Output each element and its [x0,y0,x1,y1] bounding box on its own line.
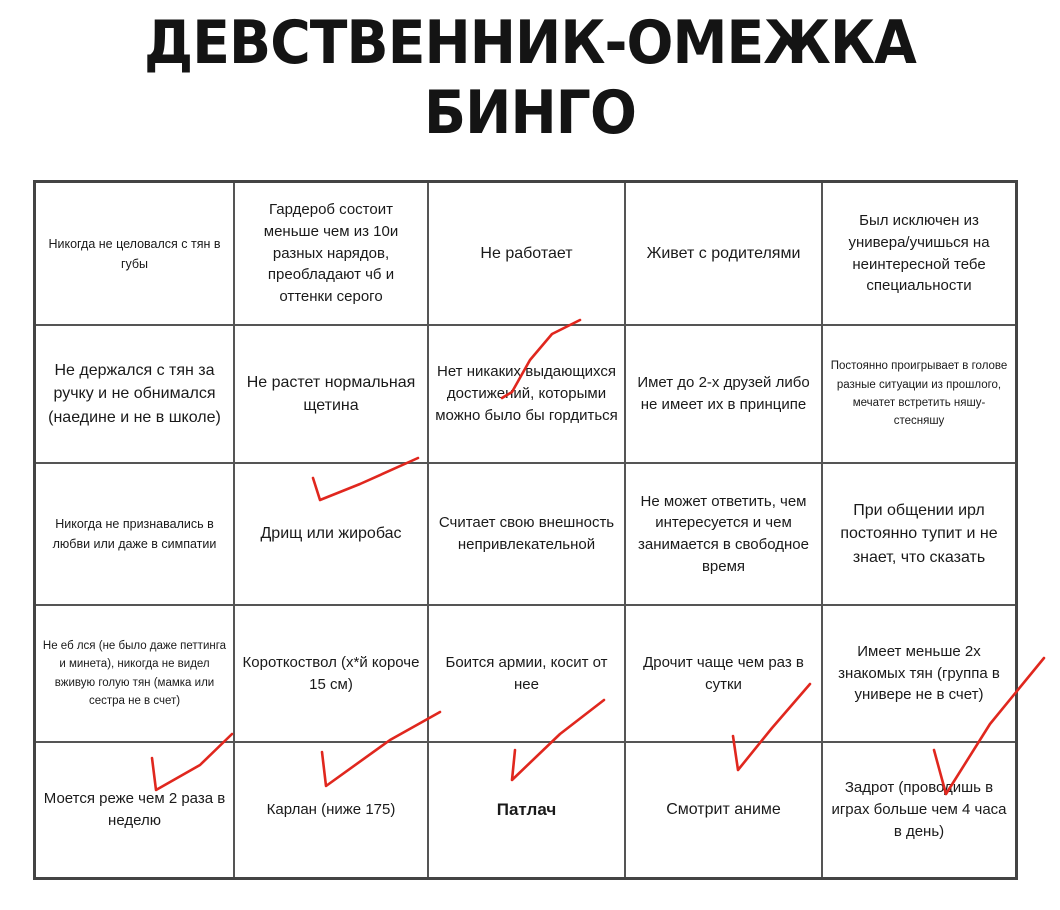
bingo-cell[interactable]: Живет с родителями [626,183,823,326]
bingo-cell[interactable]: При общении ирл постоянно тупит и не знает, что сказать [823,464,1015,606]
bingo-cell[interactable]: Дрочит чаще чем раз в сутки [626,606,823,743]
bingo-cell[interactable]: Был исключен из универа/учишься на неинтересной тебе специальности [823,183,1015,326]
page-title: ДЕВСТВЕННИК-ОМЕЖКА БИНГО [144,8,916,148]
bingo-cell[interactable]: Имеет меньше 2х знакомых тян (группа в универе не в счет) [823,606,1015,743]
bingo-cell[interactable]: Задрот (проводишь в играх больше чем 4 часа в день) [831,779,1007,840]
bingo-cell[interactable]: Никогда не признавались в любви или даже в симпатии [36,464,235,606]
bingo-cell[interactable]: Имет до 2-х друзей либо не имеет их в принципе [626,326,823,464]
bingo-cell[interactable]: Нет никаких выдающихся достижений, которыми можно было бы гордиться [429,326,626,464]
bingo-cell[interactable]: Не работает [429,183,626,326]
bingo-cell[interactable]: Короткоствол (х*й короче 15 см) [235,606,429,743]
bingo-cell[interactable]: Не держался с тян за ручку и не обнимался (наедине и не в школе) [36,326,235,464]
bingo-cell[interactable]: Гардероб состоит меньше чем из 10и разных нарядов, преобладают чб и оттенки серого [235,183,429,326]
bingo-cell[interactable]: Смотрит аниме [626,743,823,877]
bingo-cell[interactable]: Карлан (ниже 175) [235,743,429,877]
bingo-cell[interactable]: Патлач [429,743,626,877]
bingo-cell[interactable]: Моется реже чем 2 раза в неделю [36,743,235,877]
bingo-cell[interactable]: Не еб лся (не было даже петтинга и минета), никогда не видел вживую голую тян (мамка или сестра не в счет) [36,606,235,743]
bingo-cell[interactable]: Никогда не целовался с тян в губы [36,183,235,326]
bingo-grid [33,180,1018,880]
bingo-cell[interactable]: Не может ответить, чем интересуется и чем занимается в свободное время [626,464,823,606]
bingo-cell[interactable]: Боится армии, косит от нее [429,606,626,743]
bingo-cell[interactable]: Дрищ или жиробас [235,464,429,606]
bingo-cell[interactable]: Не растет нормальная щетина [235,326,429,464]
bingo-cell[interactable]: Считает свою внешность непривлекательной [429,464,626,606]
bingo-cell[interactable]: Постоянно проигрывает в голове разные ситуации из прошлого, мечатет встретить няшу-стесняшу [823,326,1015,464]
